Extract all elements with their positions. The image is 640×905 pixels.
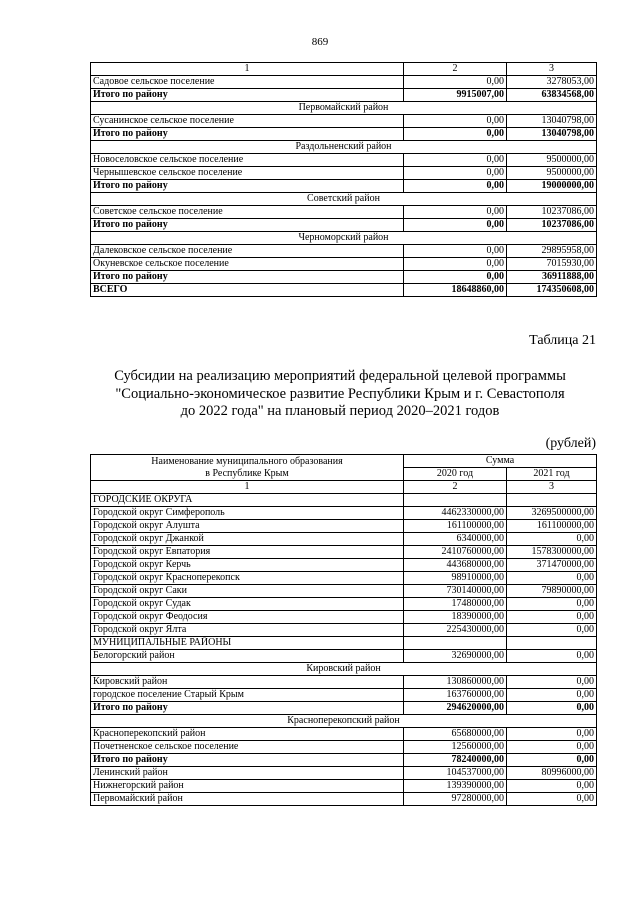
header-name-line: в Республике Крым [205,467,289,479]
table-row [91,767,597,780]
amount-cell: 0,00 [507,741,597,754]
table-row [91,533,597,546]
amount-cell: 12560000,00 [404,741,507,754]
column-number-row [91,481,597,494]
amount-cell: 0,00 [404,219,507,232]
table-title [80,368,600,421]
header-sum: Сумма [404,455,597,468]
header-year: 2021 год [507,468,597,481]
total-row [91,284,597,297]
amount-cell: 9500000,00 [507,154,597,167]
table-row [91,546,597,559]
amount-cell: 79890000,00 [507,585,597,598]
amount-cell: 17480000,00 [404,598,507,611]
row-name-cell: Итого по району [91,128,404,141]
table-row [91,520,597,533]
row-name-cell: Городской округ Алушта [91,520,404,533]
column-number: 2 [404,63,507,76]
row-name-cell: Итого по району [91,219,404,232]
column-number: 1 [91,481,404,494]
district-section-row [91,141,597,154]
amount-cell: 65680000,00 [404,728,507,741]
district-heading: Советский район [91,193,597,206]
amount-cell: 32690000,00 [404,650,507,663]
amount-cell: 98910000,00 [404,572,507,585]
continued-subsidy-table [90,62,597,297]
amount-cell: 0,00 [507,780,597,793]
table-row [91,598,597,611]
title-line: "Социально-экономическое развитие Республики Крым и г. Севастополя [115,385,565,402]
amount-cell: 3269500000,00 [507,507,597,520]
amount-cell: 18648860,00 [404,284,507,297]
amount-cell: 730140000,00 [404,585,507,598]
amount-cell [404,637,507,650]
row-name-cell: Городской округ Ялта [91,624,404,637]
amount-cell: 0,00 [404,271,507,284]
row-name-cell: Городской округ Саки [91,585,404,598]
district-heading: Черноморский район [91,232,597,245]
total-row [91,702,597,715]
page-number: 869 [311,36,329,48]
district-section-row [91,663,597,676]
row-name-cell: МУНИЦИПАЛЬНЫЕ РАЙОНЫ [91,637,404,650]
amount-cell: 2410760000,00 [404,546,507,559]
column-number: 3 [507,63,597,76]
row-name-cell: Советское сельское поселение [91,206,404,219]
amount-cell: 0,00 [404,180,507,193]
row-name-cell: Городской округ Керчь [91,559,404,572]
amount-cell [507,637,597,650]
amount-cell: 7015930,00 [507,258,597,271]
row-name-cell: Городской округ Евпатория [91,546,404,559]
amount-cell: 13040798,00 [507,115,597,128]
row-name-cell: Итого по району [91,702,404,715]
table-row [91,559,597,572]
district-heading: Раздольненский район [91,141,597,154]
row-name-cell: Итого по району [91,754,404,767]
amount-cell: 0,00 [404,206,507,219]
row-name-cell: Почетненское сельское поселение [91,741,404,754]
amount-cell: 6340000,00 [404,533,507,546]
amount-cell: 174350608,00 [507,284,597,297]
amount-cell: 0,00 [404,245,507,258]
amount-cell: 78240000,00 [404,754,507,767]
table-row [91,689,597,702]
column-number: 2 [404,481,507,494]
column-number-row [91,63,597,76]
amount-cell: 36911888,00 [507,271,597,284]
row-name-cell: Первомайский район [91,793,404,806]
amount-cell: 0,00 [404,128,507,141]
row-name-cell: Ленинский район [91,767,404,780]
amount-cell: 0,00 [507,533,597,546]
amount-cell: 80996000,00 [507,767,597,780]
total-row [91,89,597,102]
amount-cell [507,494,597,507]
amount-cell: 0,00 [507,728,597,741]
table-row [91,624,597,637]
table-row [91,167,597,180]
amount-cell: 9915007,00 [404,89,507,102]
row-name-cell: Красноперекопский район [91,728,404,741]
amount-cell: 10237086,00 [507,206,597,219]
amount-cell: 63834568,00 [507,89,597,102]
amount-cell [404,494,507,507]
table-row [91,115,597,128]
amount-cell: 9500000,00 [507,167,597,180]
row-name-cell: Сусанинское сельское поселение [91,115,404,128]
table-row [91,650,597,663]
table-row [91,245,597,258]
amount-cell: 0,00 [507,754,597,767]
amount-cell: 1578300000,00 [507,546,597,559]
amount-cell: 0,00 [507,598,597,611]
total-row [91,271,597,284]
table-row [91,793,597,806]
amount-cell: 161100000,00 [507,520,597,533]
table-row [91,741,597,754]
district-section-row [91,232,597,245]
amount-cell: 0,00 [404,167,507,180]
header-name-cell [91,455,404,481]
amount-cell: 0,00 [507,650,597,663]
row-name-cell: Городской округ Симферополь [91,507,404,520]
amount-cell: 161100000,00 [404,520,507,533]
amount-cell: 225430000,00 [404,624,507,637]
row-name-cell: Нижнегорский район [91,780,404,793]
row-name-cell: Окуневское сельское поселение [91,258,404,271]
amount-cell: 18390000,00 [404,611,507,624]
amount-cell: 0,00 [507,676,597,689]
amount-cell: 19000000,00 [507,180,597,193]
amount-cell: 29895958,00 [507,245,597,258]
amount-cell: 294620000,00 [404,702,507,715]
table-row [91,676,597,689]
amount-cell: 4462330000,00 [404,507,507,520]
district-heading: Красноперекопский район [91,715,597,728]
total-row [91,219,597,232]
row-name-cell: Городской округ Джанкой [91,533,404,546]
row-name-cell: Итого по району [91,271,404,284]
district-section-row [91,715,597,728]
table-row [91,154,597,167]
amount-cell: 3278053,00 [507,76,597,89]
column-number: 1 [91,63,404,76]
group-row [91,494,597,507]
amount-cell: 0,00 [507,572,597,585]
amount-cell: 443680000,00 [404,559,507,572]
amount-cell: 0,00 [404,154,507,167]
row-name-cell: Итого по району [91,89,404,102]
row-name-cell: Кировский район [91,676,404,689]
table-row [91,76,597,89]
row-name-cell: Белогорский район [91,650,404,663]
amount-cell: 0,00 [404,258,507,271]
total-row [91,180,597,193]
district-heading: Кировский район [91,663,597,676]
amount-cell: 130860000,00 [404,676,507,689]
amount-cell: 10237086,00 [507,219,597,232]
header-year: 2020 год [404,468,507,481]
header-row [91,455,597,468]
table-row [91,611,597,624]
row-name-cell: Городской округ Феодосия [91,611,404,624]
row-name-cell: ВСЕГО [91,284,404,297]
amount-cell: 163760000,00 [404,689,507,702]
row-name-cell: Чернышевское сельское поселение [91,167,404,180]
column-number: 3 [507,481,597,494]
amount-cell: 104537000,00 [404,767,507,780]
table-row [91,258,597,271]
row-name-cell: городское поселение Старый Крым [91,689,404,702]
header-name-line: Наименование муниципального образования [151,455,343,467]
subsidy-table-2020-2021 [90,454,597,806]
row-name-cell: Городской округ Красноперекопск [91,572,404,585]
total-row [91,754,597,767]
row-name-cell: Городской округ Судак [91,598,404,611]
title-line: до 2022 года" на плановый период 2020–2021 годов [180,403,500,419]
district-section-row [91,102,597,115]
table-row [91,585,597,598]
amount-cell: 0,00 [404,115,507,128]
amount-cell: 0,00 [507,689,597,702]
amount-cell: 0,00 [507,624,597,637]
title-line: Субсидии на реализацию мероприятий федеральной целевой программы [114,368,566,384]
amount-cell: 139390000,00 [404,780,507,793]
total-row [91,128,597,141]
amount-cell: 371470000,00 [507,559,597,572]
table-row [91,507,597,520]
row-name-cell: Новоселовское сельское поселение [91,154,404,167]
row-name-cell: ГОРОДСКИЕ ОКРУГА [91,494,404,507]
row-name-cell: Далековское сельское поселение [91,245,404,258]
table-label: Таблица 21 [529,333,596,348]
table-row [91,780,597,793]
unit-label: (рублей) [545,436,596,451]
amount-cell: 0,00 [507,702,597,715]
group-row [91,637,597,650]
row-name-cell: Садовое сельское поселение [91,76,404,89]
row-name-cell: Итого по району [91,180,404,193]
table-row [91,728,597,741]
table-row [91,572,597,585]
table-row [91,206,597,219]
amount-cell: 0,00 [404,76,507,89]
amount-cell: 13040798,00 [507,128,597,141]
amount-cell: 0,00 [507,611,597,624]
district-heading: Первомайский район [91,102,597,115]
district-section-row [91,193,597,206]
amount-cell: 97280000,00 [404,793,507,806]
amount-cell: 0,00 [507,793,597,806]
